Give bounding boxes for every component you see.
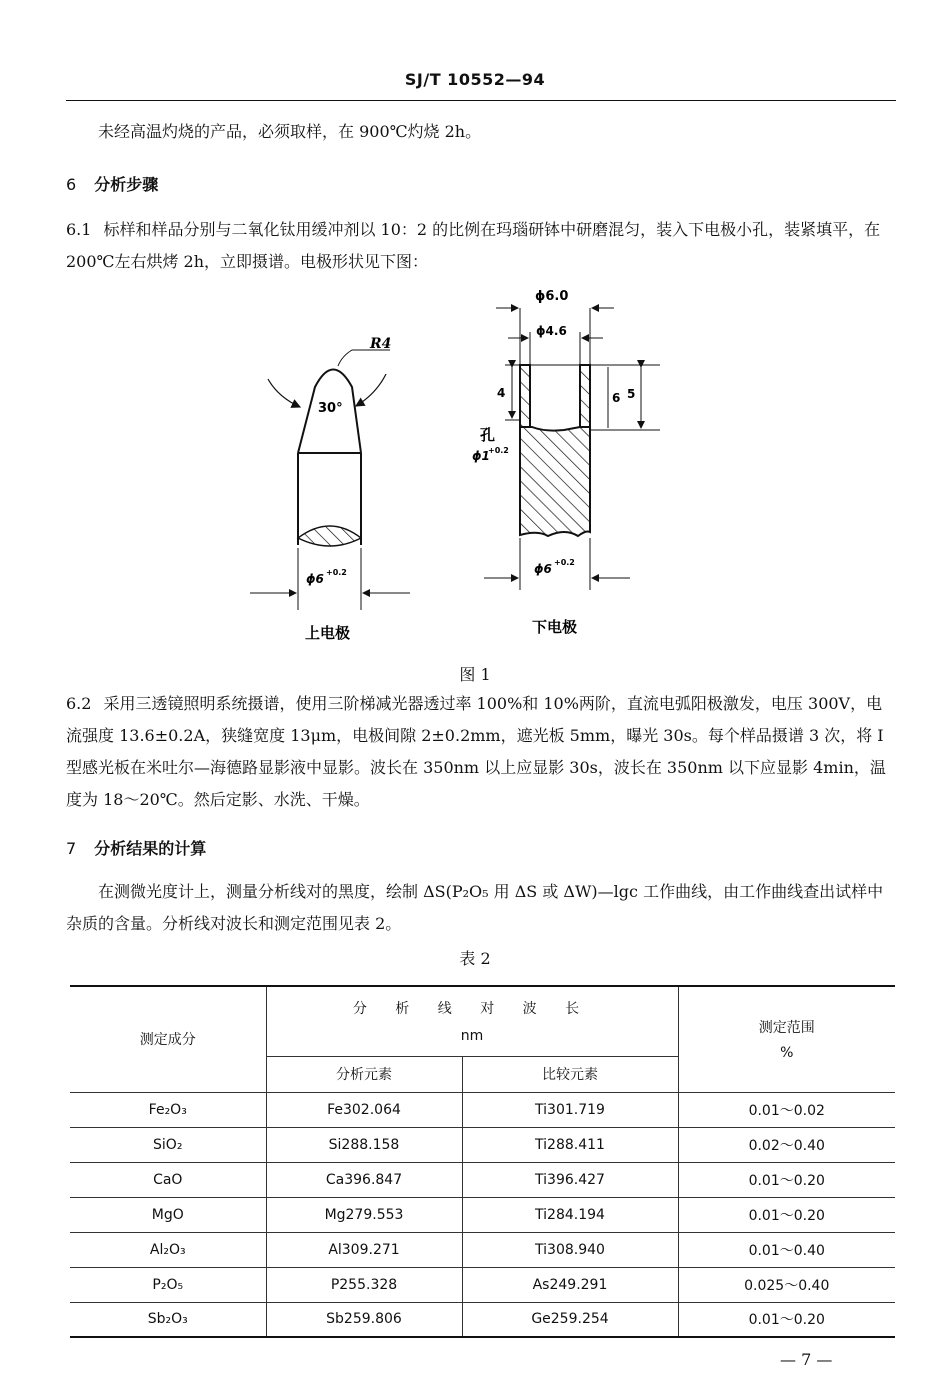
- paragraph-6-1-number: 6.1: [66, 220, 92, 239]
- paragraph-7: 在测微光度计上，测量分析线对的黑度，绘制 ΔS(P₂O₅ 用 ΔS 或 ΔW)—lgc 工作曲线，由工作曲线查出试样中杂质的含量。分析线对波长和测定范围见表 2。: [66, 882, 884, 933]
- header-range-title: 测定范围: [758, 1020, 815, 1037]
- intro-paragraph: 未经高温灼烧的产品，必须取样，在 900℃灼烧 2h。: [98, 122, 482, 141]
- page-number: — 7 —: [780, 1350, 833, 1369]
- cell-compare: Ti288.411: [462, 1127, 678, 1162]
- cell-range: 0.01～0.02: [678, 1092, 895, 1127]
- cell-range: 0.01～0.20: [678, 1162, 895, 1197]
- lower-electrode-label: 下电极: [532, 618, 578, 636]
- cell-analysis: Ca396.847: [266, 1162, 462, 1197]
- lower-dim-4: 4: [497, 386, 506, 400]
- cell-analysis: P255.328: [266, 1267, 462, 1302]
- paragraph-6-1-text: 标样和样品分别与二氧化钛用缓冲剂以 10：2 的比例在玛瑙研钵中研磨混匀，装入下电极小孔，装紧填平，在 200℃左右烘烤 2h，立即摄谱。电极形状见下图：: [66, 220, 881, 271]
- section-7-heading: [66, 836, 206, 859]
- upper-electrode-label: 上电极: [305, 624, 351, 642]
- upper-diameter-label: ϕ6: [306, 572, 324, 586]
- cell-component: Sb₂O₃: [70, 1302, 266, 1337]
- cell-compare: Ti284.194: [462, 1197, 678, 1232]
- table-row: [70, 1232, 895, 1267]
- header-range-unit: %: [780, 1045, 794, 1062]
- cell-compare: Ti396.427: [462, 1162, 678, 1197]
- cell-range: 0.01～0.40: [678, 1232, 895, 1267]
- cell-analysis: Al309.271: [266, 1232, 462, 1267]
- cell-analysis: Fe302.064: [266, 1092, 462, 1127]
- cell-analysis: Si288.158: [266, 1127, 462, 1162]
- hole-label: 孔: [480, 426, 496, 444]
- paragraph-6-2-number: 6.2: [66, 694, 92, 713]
- lower-outer-diameter-label: ϕ6.0: [535, 289, 569, 304]
- cell-range: 0.01～0.20: [678, 1302, 895, 1337]
- table-row: [70, 1127, 895, 1162]
- section-7-title: 分析结果的计算: [94, 839, 207, 858]
- header-analysis-element: 分析元素: [266, 1056, 462, 1092]
- cell-compare: Ti308.940: [462, 1232, 678, 1267]
- upper-radius-label: R4: [370, 336, 392, 352]
- electrode-figure: [220, 280, 660, 650]
- cell-compare: Ti301.719: [462, 1092, 678, 1127]
- table-row: [70, 1197, 895, 1232]
- cell-component: Al₂O₃: [70, 1232, 266, 1267]
- lower-inner-diameter-label: ϕ4.6: [536, 324, 567, 338]
- table-row: [70, 1302, 895, 1337]
- cell-analysis: Sb259.806: [266, 1302, 462, 1337]
- header-rule: [66, 100, 896, 101]
- page-header-code: SJ/T 10552—94: [404, 70, 546, 89]
- section-6-number: 6: [66, 175, 77, 194]
- cell-range: 0.025～0.40: [678, 1267, 895, 1302]
- figure-caption: 图 1: [459, 665, 491, 684]
- section-6-title: 分析步骤: [94, 175, 159, 194]
- table-caption: 表 2: [459, 949, 491, 968]
- cell-analysis: Mg279.553: [266, 1197, 462, 1232]
- hole-diameter-tolerance: +0.2: [488, 446, 509, 455]
- cell-component: MgO: [70, 1197, 266, 1232]
- hole-diameter-label: ϕ1: [472, 449, 490, 463]
- table-row: [70, 1092, 895, 1127]
- header-range: [678, 986, 895, 1092]
- paragraph-6-2-text: 采用三透镜照明系统摄谱，使用三阶梯减光器透过率 100%和 10%两阶，直流电弧阳极激发，电压 300V，电流强度 13.6±0.2A，狭缝宽度 13μm，电极间隙 2±0.2mm，遮光板 5mm，曝光 30s。每个样品摄谱 3 次，将 I 型感光板在米吐尔—海德路显影液中显影。波长在 350nm 以上应显影 30s，波长在 350nm 以下应显影 4min，温度为 18～20℃。然后定影、水洗、干燥。: [66, 694, 886, 809]
- lower-dim-5: 5: [627, 387, 636, 401]
- cell-component: CaO: [70, 1162, 266, 1197]
- header-compare-element: 比较元素: [462, 1056, 678, 1092]
- cell-component: P₂O₅: [70, 1267, 266, 1302]
- header-component: 测定成分: [70, 986, 266, 1092]
- cell-component: Fe₂O₃: [70, 1092, 266, 1127]
- header-wavelength-title: 分 析 线 对 波 长: [352, 1001, 592, 1018]
- upper-diameter-tolerance: +0.2: [326, 568, 347, 577]
- cell-component: SiO₂: [70, 1127, 266, 1162]
- upper-angle-label: 30°: [318, 401, 343, 416]
- table-row: [70, 1162, 895, 1197]
- lower-electrode: [484, 308, 660, 590]
- header-wavelength: [266, 986, 678, 1056]
- lower-diameter-label: ϕ6: [534, 562, 552, 576]
- table-row: [70, 1267, 895, 1302]
- paragraph-6-2: [66, 688, 896, 816]
- cell-range: 0.01～0.20: [678, 1197, 895, 1232]
- cell-compare: Ge259.254: [462, 1302, 678, 1337]
- paragraph-6-1: [66, 214, 896, 278]
- lower-diameter-tolerance: +0.2: [554, 558, 575, 567]
- cell-range: 0.02～0.40: [678, 1127, 895, 1162]
- section-6-heading: [66, 172, 158, 195]
- wavelength-table: [70, 985, 895, 1338]
- cell-compare: As249.291: [462, 1267, 678, 1302]
- lower-dim-6: 6: [612, 391, 621, 405]
- section-7-number: 7: [66, 839, 77, 858]
- header-wavelength-unit: nm: [460, 1028, 484, 1045]
